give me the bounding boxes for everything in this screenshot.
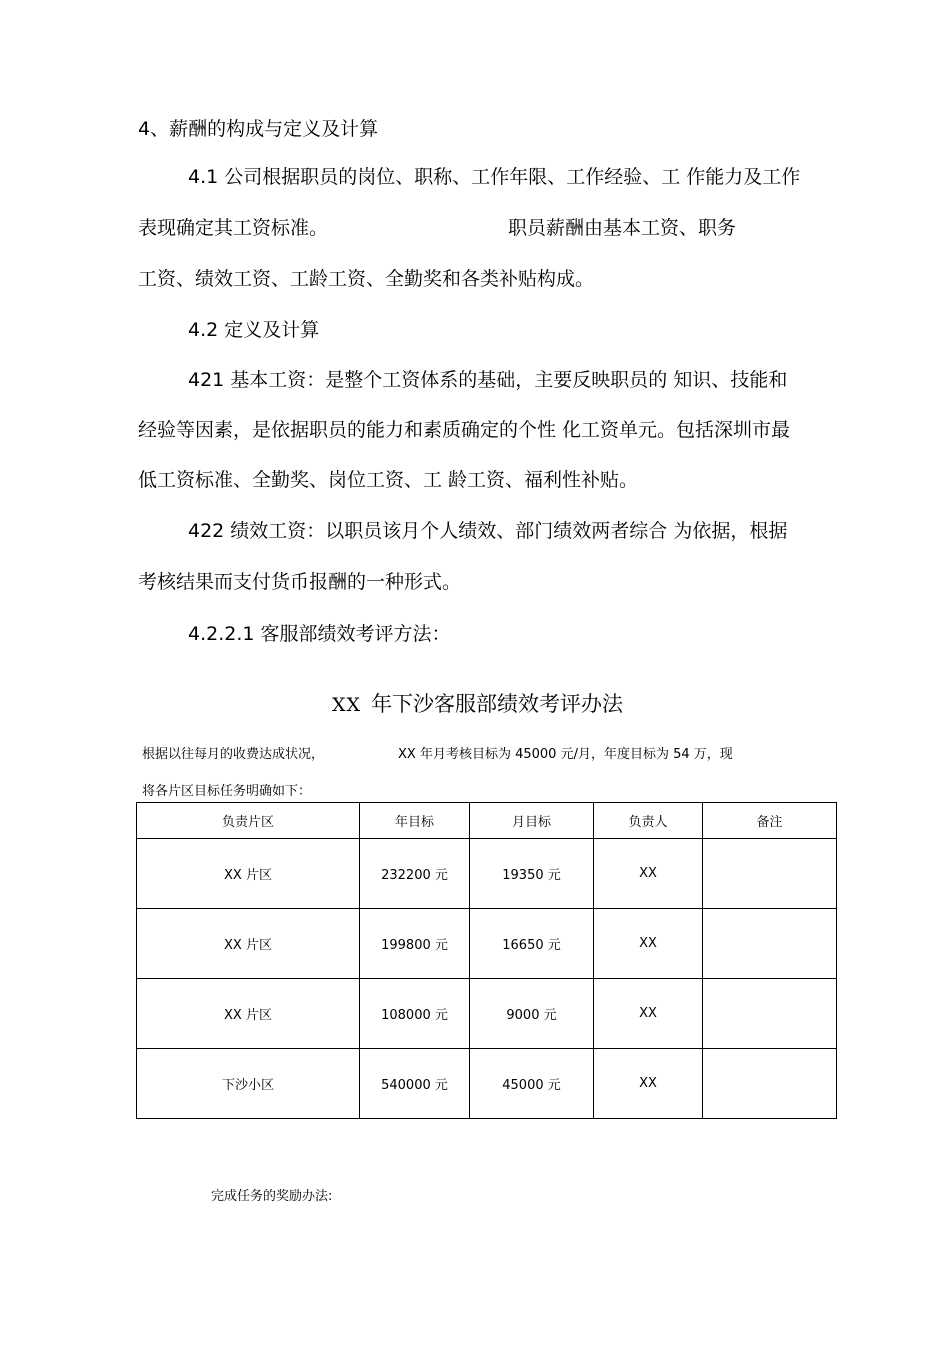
table-cell: 下沙小区 [137,1049,360,1119]
table-cell: XX 片区 [137,839,360,909]
p421-line3: 低工资标准、全勤奖、岗位工资、工 龄工资、福利性补贴。 [138,469,639,491]
table-cell: 16650 元 [470,909,594,979]
table-row [137,839,837,909]
table-cell: XX [594,909,703,979]
header-cell: 负责片区 [137,803,360,839]
table-cell: 199800 元 [360,909,470,979]
table-cell: XX 片区 [137,909,360,979]
p41-line3: 工资、绩效工资、工龄工资、全勤奖和各类补贴构成。 [138,268,595,290]
header-cell: 年目标 [360,803,470,839]
table-cell: 19350 元 [470,839,594,909]
table-title-text: 年下沙客服部绩效考评办法 [371,692,624,716]
table-cell [703,839,837,909]
table-row [137,979,837,1049]
table-cell: XX 片区 [137,979,360,1049]
table-cell: XX [594,1049,703,1119]
table-cell: 108000 元 [360,979,470,1049]
p422-line1: 422 绩效工资：以职员该月个人绩效、部门绩效两者综合 为依据，根据 [188,520,788,542]
table-cell: 232200 元 [360,839,470,909]
table-cell: XX [594,839,703,909]
table-cell: 540000 元 [360,1049,470,1119]
table-cell [703,1049,837,1119]
section-heading: 4、薪酬的构成与定义及计算 [138,118,379,140]
table-cell [703,979,837,1049]
p421-line2: 经验等因素，是依据职员的能力和素质确定的个性 化工资单元。包括深圳市最 [138,419,791,441]
table-cell [703,909,837,979]
table-title [332,690,623,719]
table-cell: 45000 元 [470,1049,594,1119]
p421-line1: 421 基本工资：是整个工资体系的基础，主要反映职员的 知识、技能和 [188,369,788,391]
p422-line2: 考核结果而支付货币报酬的一种形式。 [138,571,462,593]
heading-4-2: 4.2 定义及计算 [188,319,320,341]
footer-note: 完成任务的奖励办法: [211,1189,333,1204]
header-cell: 负责人 [594,803,703,839]
table-row [137,1049,837,1119]
p41-line2b: 职员薪酬由基本工资、职务 [508,217,737,239]
table-cell: XX [594,979,703,1049]
intro-line1b: XX 年月考核目标为 45000 元/月，年度目标为 54 万，现 [398,747,733,762]
target-table [136,802,837,1119]
heading-4-2-2-1: 4.2.2.1 客服部绩效考评方法： [188,623,451,645]
table-cell: 9000 元 [470,979,594,1049]
table-header-row [137,803,837,839]
table-title-year: XX [332,694,362,716]
p41-line2a: 表现确定其工资标准。 [138,217,329,239]
intro-line1a: 根据以往每月的收费达成状况， [142,747,325,762]
header-cell: 备注 [703,803,837,839]
intro-line2: 将各片区目标任务明确如下： [142,784,312,799]
table-row [137,909,837,979]
p41-line1: 4.1 公司根据职员的岗位、职称、工作年限、工作经验、工 作能力及工作 [188,166,801,188]
header-cell: 月目标 [470,803,594,839]
